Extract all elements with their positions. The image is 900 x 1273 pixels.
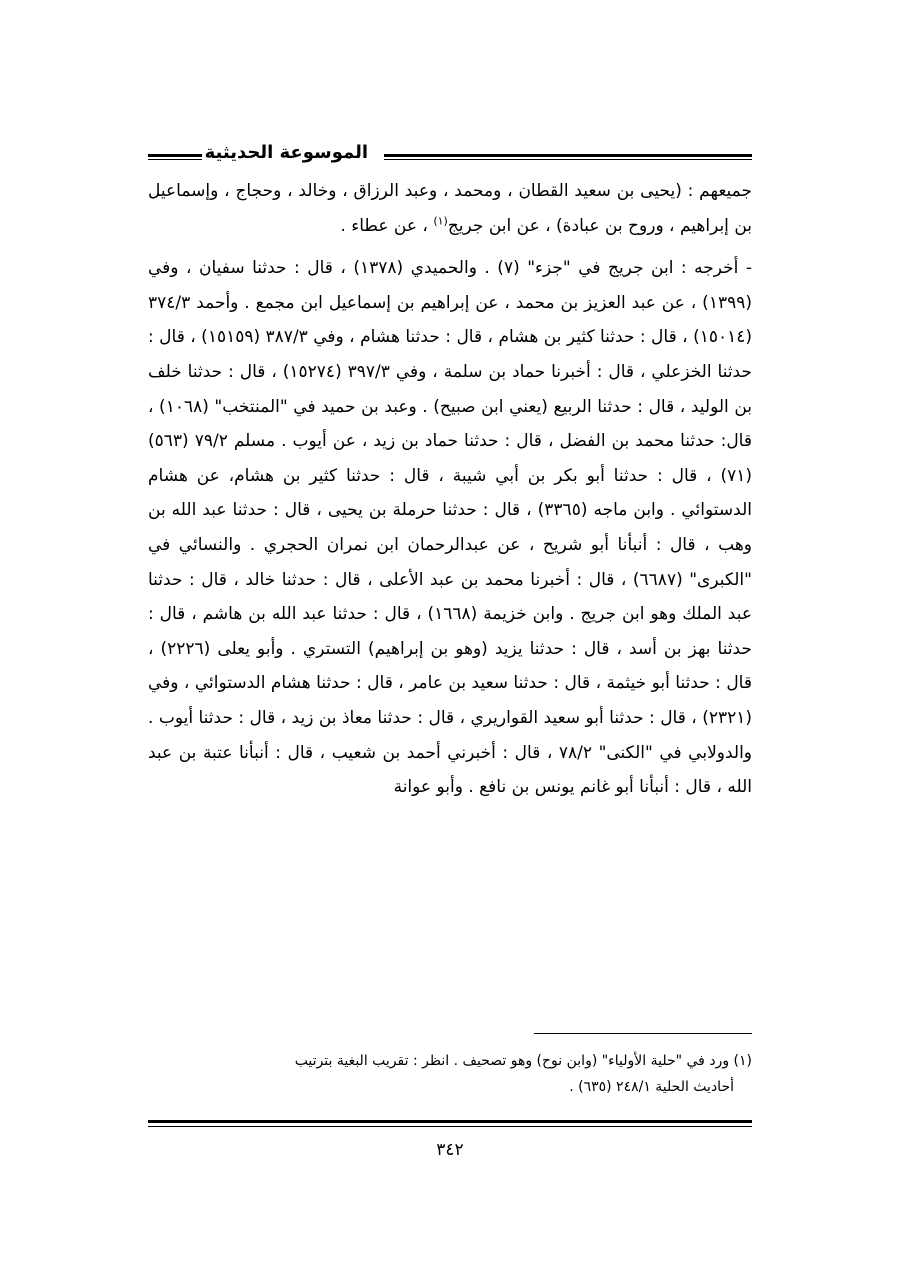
header-rule-right <box>384 154 752 161</box>
footnote-reference[interactable]: (١) <box>433 213 448 227</box>
paragraph-1 <box>148 174 752 243</box>
footnote <box>148 1048 752 1100</box>
footnote-separator <box>534 1033 752 1034</box>
paragraph-1-text: جميعهم : (يحيى بن سعيد القطان ، ومحمد ، وعبد الرزاق ، وخالد ، وحجاج ، وإسماعيل بن إبراهيم ، وروح بن عبادة) ، عن ابن جريج <box>148 181 752 236</box>
footnote-line-2: أحاديث الحلية ٢٤٨/١ (٦٣٥) . <box>569 1079 734 1095</box>
running-header <box>148 140 752 170</box>
header-title: الموسوعة الحديثية <box>204 142 368 163</box>
paragraph-1-tail: ، عن عطاء . <box>340 215 434 236</box>
page-number: ٣٤٢ <box>436 1140 464 1160</box>
main-text <box>148 174 752 805</box>
header-rule-left <box>148 154 202 161</box>
paragraph-2: - أخرجه : ابن جريج في "جزء" (٧) . والحميدي (١٣٧٨) ، قال : حدثنا سفيان ، وفي (١٣٩٩) ، عن عبد العزيز بن محمد ، عن إبراهيم بن إسماعيل ابن مجمع . وأحمد ٣٧٤/٣ (١٥٠١٤) ، قال : حدثنا كثير بن هشام ، قال : حدثنا هشام ، وفي ٣٨٧/٣ (١٥١٥٩) ، قال : حدثنا الخزعلي ، قال : أخبرنا حماد بن سلمة ، وفي ٣٩٧/٣ (١٥٢٧٤) ، قال : حدثنا خلف بن الوليد ، قال : حدثنا الربيع (يعني ابن صبيح) . وعبد بن حميد في "المنتخب" (١٠٦٨) ، قال: حدثنا محمد بن الفضل ، قال : حدثنا حماد بن زيد ، عن أيوب . مسلم ٧٩/٢ (٥٦٣) (٧١) ، قال : حدثنا أبو بكر بن أبي شيبة ، قال : حدثنا كثير بن هشام، عن هشام الدستوائي . وابن ماجه (٣٣٦٥) ، قال : حدثنا حرملة بن يحيى ، قال : حدثنا عبد الله بن وهب ، قال : أنبأنا أبو شريح ، عن عبدالرحمان ابن نمران الحجري . والنسائي في "الكبرى" (٦٦٨٧) ، قال : أخبرنا محمد بن عبد الأعلى ، قال : حدثنا خالد ، قال : حدثنا عبد الملك وهو ابن جريج . وابن خزيمة (١٦٦٨) ، قال : حدثنا عبد الله بن هاشم ، قال : حدثنا بهز بن أسد ، قال : حدثنا يزيد (وهو بن إبراهيم) التستري . وأبو يعلى (٢٢٢٦) ، قال : حدثنا أبو خيثمة ، قال : حدثنا سعيد بن عامر ، قال : حدثنا هشام الدستوائي ، وفي (٢٣٢١) ، قال : حدثنا أبو سعيد القواريري ، قال : حدثنا معاذ بن زيد ، قال : حدثنا أيوب . والدولابي في "الكنى" ٧٨/٢ ، قال : أخبرني أحمد بن شعيب ، قال : أنبأنا عتبة بن عبد الله ، قال : أنبأنا أبو غانم يونس بن نافع . وأبو عوانة <box>148 258 753 798</box>
footnote-line-1: (١) ورد في "حلية الأولياء" (وابن نوح) وهو تصحيف . انظر : تقريب البغية بترتيب <box>294 1053 752 1069</box>
footer-rule <box>148 1120 752 1128</box>
